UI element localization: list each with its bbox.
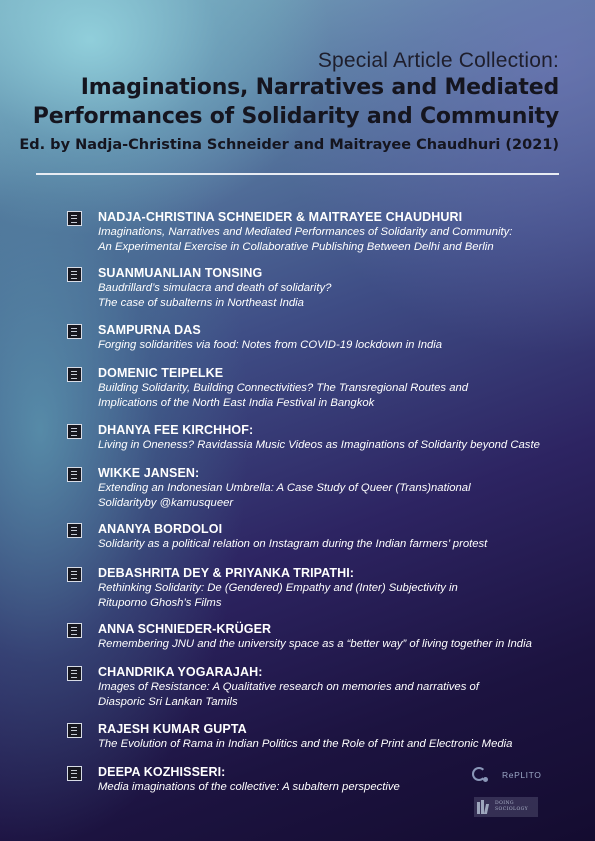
list-document-icon xyxy=(67,424,82,439)
article-author: CHANDRIKA YOGARAJAH: xyxy=(98,665,263,679)
article-title xyxy=(98,281,568,310)
doing-sociology-line-1: DOING xyxy=(495,801,514,806)
article-title xyxy=(98,481,568,510)
article-author: SAMPURNA DAS xyxy=(98,323,201,337)
article-title-line: Remembering JNU and the university space as a “better way” of living together in India xyxy=(98,638,532,650)
article-title xyxy=(98,680,568,709)
article-title-line: Solidarity as a political relation on Instagram during the Indian farmers’ protest xyxy=(98,538,488,550)
article-author: DEBASHRITA DEY & PRIYANKA TRIPATHI: xyxy=(98,566,355,580)
article-author: ANANYA BORDOLOI xyxy=(98,522,223,536)
list-document-icon xyxy=(67,467,82,482)
doing-sociology-text xyxy=(495,801,528,813)
article-title-line: Media imaginations of the collective: A subaltern perspective xyxy=(98,781,400,793)
article-title xyxy=(98,537,568,552)
article-author: DOMENIC TEIPELKE xyxy=(98,366,224,380)
article-title-line: An Experimental Exercise in Collaborative Publishing Between Delhi and Berlin xyxy=(98,240,494,253)
replito-logo-text: RePLITO xyxy=(502,770,542,780)
article-title-line: Rethinking Solidarity: De (Gendered) Empathy and (Inter) Subjectivity in xyxy=(98,582,458,594)
article-title xyxy=(98,338,568,353)
article-title-line: Extending an Indonesian Umbrella: A Case Study of Queer (Trans)national xyxy=(98,482,471,494)
list-document-icon xyxy=(67,666,82,681)
list-document-icon xyxy=(67,623,82,638)
article-author: WIKKE JANSEN: xyxy=(98,466,200,480)
collection-kicker: Special Article Collection: xyxy=(317,49,559,72)
article-title-line: Imaginations, Narratives and Mediated Performances of Solidarity and Community: xyxy=(98,226,513,238)
list-document-icon xyxy=(67,367,82,382)
collection-editors: Ed. by Nadja-Christina Schneider and Maitrayee Chaudhuri (2021) xyxy=(19,137,559,153)
article-title-line: Images of Resistance: A Qualitative research on memories and narratives of xyxy=(98,681,479,693)
article-author: SUANMUANLIAN TONSING xyxy=(98,266,263,280)
article-title-line: Solidarityby @kamusqueer xyxy=(98,496,234,509)
article-title-line: The case of subalterns in Northeast India xyxy=(98,296,304,309)
list-document-icon xyxy=(67,211,82,226)
article-title xyxy=(98,225,568,254)
article-author: RAJESH KUMAR GUPTA xyxy=(98,722,247,736)
article-title xyxy=(98,381,568,410)
article-author: NADJA-CHRISTINA SCHNEIDER & MAITRAYEE CHAUDHURI xyxy=(98,210,463,224)
article-title xyxy=(98,438,568,453)
article-title-line: Forging solidarities via food: Notes from COVID-19 lockdown in India xyxy=(98,339,443,351)
list-document-icon xyxy=(67,523,82,538)
doing-sociology-line-2: SOCIOLOGY xyxy=(495,807,529,812)
article-title-line: Rituporno Ghosh’s Films xyxy=(98,596,222,609)
replito-mark-dot xyxy=(483,777,488,782)
list-document-icon xyxy=(67,723,82,738)
list-document-icon xyxy=(67,324,82,339)
replito-logo xyxy=(472,767,552,787)
doing-sociology-logo xyxy=(474,797,538,817)
article-title-line: Living in Oneness? Ravidassia Music Videos as Imaginations of Solidarity beyond Caste xyxy=(98,439,540,451)
article-author: DEEPA KOZHISSERI: xyxy=(98,765,226,779)
article-title xyxy=(98,637,568,652)
article-title-line: Implications of the North East India Festival in Bangkok xyxy=(98,396,375,409)
books-icon xyxy=(477,800,491,814)
article-title-line: Diasporic Sri Lankan Tamils xyxy=(98,695,238,708)
article-title-line: Building Solidarity, Building Connectivities? The Transregional Routes and xyxy=(98,382,469,394)
list-document-icon xyxy=(67,567,82,582)
article-author: ANNA SCHNIEDER-KRÜGER xyxy=(98,622,272,636)
article-title-line: The Evolution of Rama in Indian Politics and the Role of Print and Electronic Media xyxy=(98,738,513,750)
collection-title-line-2: Performances of Solidarity and Community xyxy=(32,104,559,129)
article-title-line: Baudrillard’s simulacra and death of solidarity? xyxy=(98,282,332,294)
collection-title-line-1: Imaginations, Narratives and Mediated xyxy=(80,75,559,100)
article-title xyxy=(98,581,568,610)
article-title xyxy=(98,737,568,752)
list-document-icon xyxy=(67,766,82,781)
article-author: DHANYA FEE KIRCHHOF: xyxy=(98,423,254,437)
list-document-icon xyxy=(67,267,82,282)
